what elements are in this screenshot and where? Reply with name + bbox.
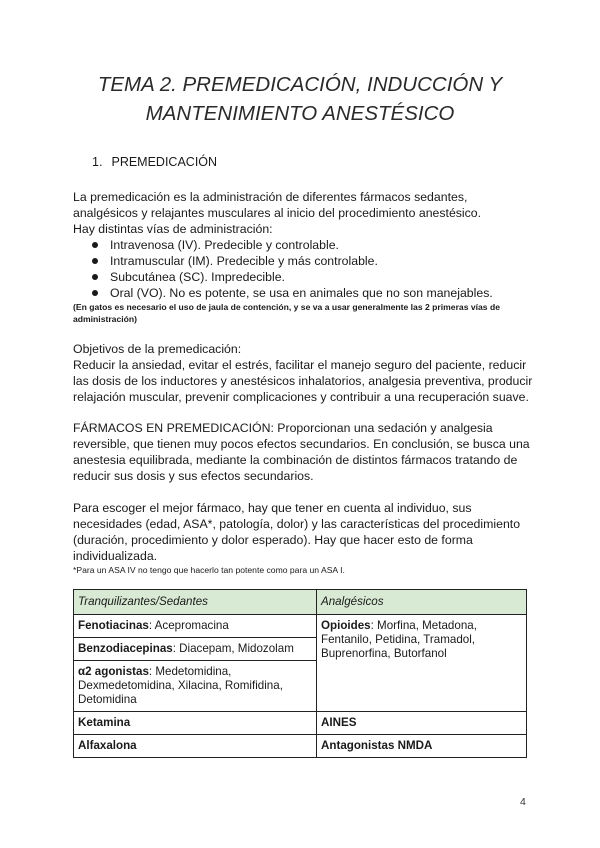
table-row bbox=[74, 615, 527, 638]
table-row bbox=[74, 735, 527, 758]
ketamina-cell: Ketamina bbox=[74, 712, 317, 735]
alpha2-cell: α2 agonistas: Medetomidina, Dexmedetomidina, Xilacina, Romifidina, Detomidina bbox=[74, 661, 317, 712]
opioides-cell: Opioides: Morfina, Metadona, Fentanilo, Petidina, Tramadol, Buprenorfina, Butorfanol bbox=[317, 615, 527, 712]
routes-heading: Hay distintas vías de administración: bbox=[73, 222, 273, 236]
objectives-text: Reducir la ansiedad, evitar el estrés, facilitar el manejo seguro del paciente, reducir las dosis de los inductores y anestésicos inhalatorios, analgesia preventiva, producir relajación muscular, prevenir complicaciones y contribuir a una recuperación suave. bbox=[73, 358, 533, 404]
section-heading bbox=[92, 155, 217, 169]
nmda-cell: Antagonistas NMDA bbox=[317, 735, 527, 758]
list-item: Intramuscular (IM). Predecible y más controlable. bbox=[73, 253, 533, 269]
alfaxalona-cell: Alfaxalona bbox=[74, 735, 317, 758]
page-number: 4 bbox=[520, 796, 526, 808]
choose-paragraph: Para escoger el mejor fármaco, hay que tener en cuenta al individuo, sus necesidades (edad, ASA*, patología, dolor) y las características del procedimiento (duración, procedimiento y dolor esperado). Hay que hacer esto de forma individualizada. bbox=[73, 501, 521, 563]
header-analgesics: Analgésicos bbox=[317, 590, 527, 615]
cats-note: (En gatos es necesario el uso de jaula de contención, y se va a usar generalmente las 2 primeras vías de administración) bbox=[73, 302, 501, 324]
aines-cell: AINES bbox=[317, 712, 527, 735]
fenotiacinas-cell: Fenotiacinas: Acepromacina bbox=[74, 615, 317, 638]
objectives-heading: Objetivos de la premedicación: bbox=[73, 342, 242, 356]
list-item: Oral (VO). No es potente, se usa en animales que no son manejables. bbox=[73, 285, 533, 301]
benzodiacepinas-cell: Benzodiacepinas: Diacepam, Midozolam bbox=[74, 638, 317, 661]
objectives-block bbox=[73, 341, 533, 405]
routes-list bbox=[73, 237, 533, 301]
table-header-row bbox=[74, 590, 527, 615]
intro-block bbox=[73, 189, 533, 325]
header-sedatives: Tranquilizantes/Sedantes bbox=[74, 590, 317, 615]
page-title bbox=[60, 70, 540, 128]
drugs-paragraph: FÁRMACOS EN PREMEDICACIÓN: Proporcionan una sedación y analgesia reversible, que tienen muy pocos efectos secundarios. En conclusión, se busca una anestesia equilibrada, mediante la combinación de distintos fármacos tratando de reducir sus dosis y sus efectos secundarios. bbox=[73, 421, 530, 483]
list-item: Intravenosa (IV). Predecible y controlable. bbox=[73, 237, 533, 253]
asa-note: *Para un ASA IV no tengo que hacerlo tan potente como para un ASA I. bbox=[73, 565, 345, 575]
drugs-table bbox=[73, 589, 527, 758]
list-item: Subcutánea (SC). Impredecible. bbox=[73, 269, 533, 285]
choose-block bbox=[73, 500, 533, 576]
title-line-1: TEMA 2. PREMEDICACIÓN, INDUCCIÓN Y bbox=[97, 73, 503, 96]
section-number: 1. bbox=[92, 155, 103, 169]
table-row bbox=[74, 712, 527, 735]
intro-paragraph: La premedicación es la administración de diferentes fármacos sedantes, analgésicos y relajantes musculares al inicio del procedimiento anestésico. bbox=[73, 190, 482, 220]
title-line-2: MANTENIMIENTO ANESTÉSICO bbox=[145, 102, 455, 125]
drugs-paragraph-block bbox=[73, 420, 533, 484]
section-label: PREMEDICACIÓN bbox=[111, 155, 218, 169]
